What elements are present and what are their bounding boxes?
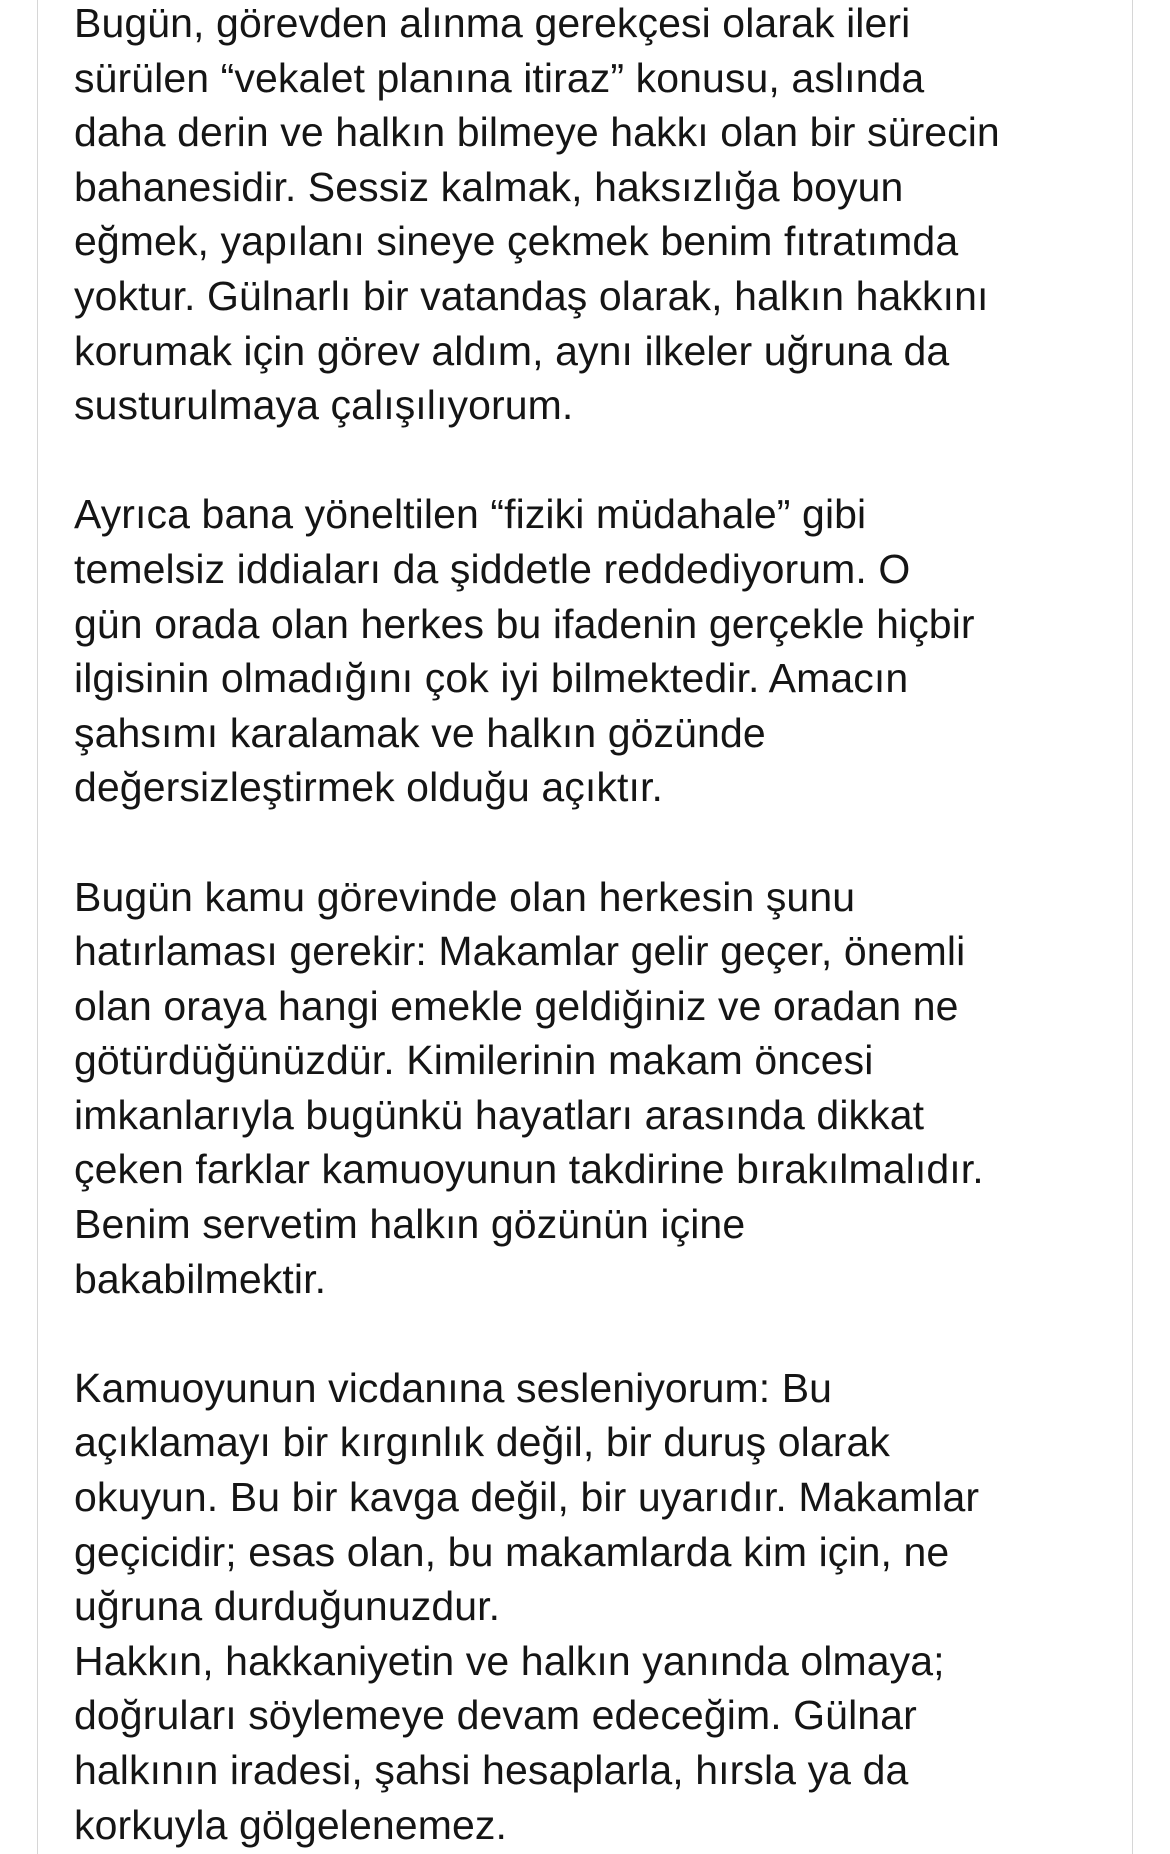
paragraph-3 (74, 870, 1124, 1307)
post-body (74, 0, 1124, 1852)
text-line: ilgisinin olmadığını çok iyi bilmektedir. Amacın (74, 655, 909, 702)
text-line: korkuyla gölgelenemez. (74, 1801, 507, 1848)
paragraph-1 (74, 0, 1124, 433)
text-line: Bugün, görevden alınma gerekçesi olarak ileri (74, 0, 911, 46)
text-line: yoktur. Gülnarlı bir vatandaş olarak, halkın hakkını (74, 272, 989, 319)
text-line: gün orada olan herkes bu ifadenin gerçekle hiçbir (74, 600, 975, 647)
text-line: Bugün kamu görevinde olan herkesin şunu (74, 873, 856, 920)
text-line: korumak için görev aldım, aynı ilkeler uğruna da (74, 327, 950, 374)
text-line: değersizleştirmek olduğu açıktır. (74, 764, 663, 811)
text-line: bakabilmektir. (74, 1255, 327, 1302)
text-line: şahsımı karalamak ve halkın gözünde (74, 709, 766, 756)
text-line: uğruna durduğunuzdur. (74, 1583, 501, 1630)
text-line: temelsiz iddiaları da şiddetle reddediyorum. O (74, 545, 911, 592)
text-line: Benim servetim halkın gözünün içine (74, 1201, 746, 1248)
paragraph-4 (74, 1361, 1124, 1852)
text-line: doğruları söylemeye devam edeceğim. Gülnar (74, 1692, 917, 1739)
text-line: daha derin ve halkın bilmeye hakkı olan bir sürecin (74, 109, 1000, 156)
text-line: eğmek, yapılanı sineye çekmek benim fıtratımda (74, 218, 959, 265)
text-line: imkanlarıyla bugünkü hayatları arasında dikkat (74, 1091, 925, 1138)
text-line: okuyun. Bu bir kavga değil, bir uyarıdır. Makamlar (74, 1474, 980, 1521)
text-line: sürülen “vekalet planına itiraz” konusu, aslında (74, 54, 925, 101)
paragraph-gap (74, 1306, 1124, 1361)
text-line: bahanesidir. Sessiz kalmak, haksızlığa boyun (74, 163, 904, 210)
paragraph-2 (74, 487, 1124, 815)
text-line: hatırlaması gerekir: Makamlar gelir geçer, önemli (74, 928, 966, 975)
text-line: Hakkın, hakkaniyetin ve halkın yanında olmaya; (74, 1637, 945, 1684)
text-line: halkının iradesi, şahsi hesaplarla, hırsla ya da (74, 1747, 909, 1793)
text-line: olan oraya hangi emekle geldiğiniz ve oradan ne (74, 982, 959, 1029)
text-line: götürdüğünüzdür. Kimilerinin makam öncesi (74, 1037, 874, 1084)
text-line: geçicidir; esas olan, bu makamlarda kim için, ne (74, 1528, 950, 1575)
paragraph-gap (74, 815, 1124, 870)
post-card (37, 0, 1133, 1854)
text-line: susturulmaya çalışılıyorum. (74, 382, 574, 429)
paragraph-gap (74, 433, 1124, 488)
text-line: Ayrıca bana yöneltilen “fiziki müdahale” gibi (74, 491, 867, 538)
text-line: açıklamayı bir kırgınlık değil, bir duruş olarak (74, 1419, 891, 1466)
text-line: Kamuoyunun vicdanına sesleniyorum: Bu (74, 1364, 833, 1411)
text-line: çeken farklar kamuoyunun takdirine bırakılmalıdır. (74, 1146, 984, 1193)
